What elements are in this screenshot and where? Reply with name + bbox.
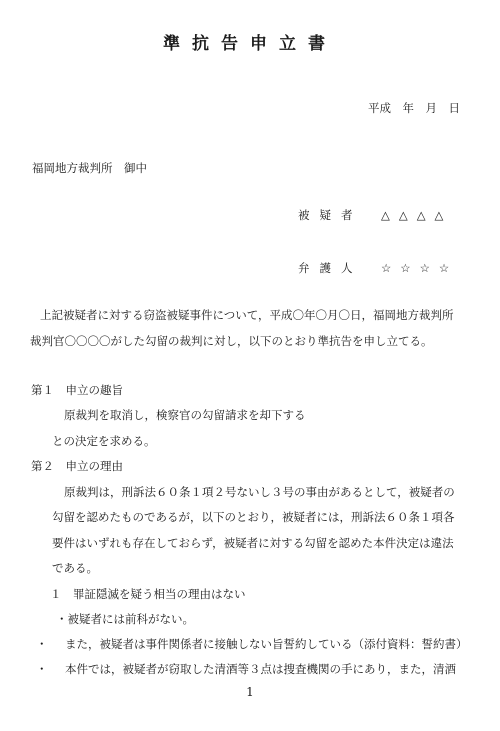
section-2-line-3: 要件はいずれも存在しておらず，被疑者に対する勾留を認めた本件決定は違法 (52, 536, 454, 550)
counsel-name: ☆☆☆☆ (381, 261, 459, 275)
intro-line-2: 裁判官〇〇〇〇がした勾留の裁判に対し，以下のとおり準抗告を申し立てる。 (30, 334, 433, 348)
page-number: 1 (246, 685, 254, 699)
filing-date: 平成 年 月 日 (368, 101, 460, 115)
section-1-line-1: 原裁判を取消し，検察官の勾留請求を却下する (64, 408, 306, 422)
addressee: 福岡地方裁判所 御中 (32, 161, 147, 175)
section-1-line-2: との決定を求める。 (52, 434, 156, 448)
section-2-heading: 第２ 申立の理由 (31, 459, 123, 473)
reason-sub-1: ・被疑者には前科がない。 (56, 612, 194, 626)
suspect-name: △△△△ (381, 208, 453, 222)
document-title: 準抗告申立書 (163, 34, 337, 54)
reason-sub-2: また，被疑者は事件関係者に接触しない旨誓約している（添付資料：誓約書） (65, 637, 468, 651)
reason-sub-3: 本件では，被疑者が窃取した清酒等３点は捜査機関の手にあり，また，清酒 (65, 662, 456, 676)
intro-line-1: 上記被疑者に対する窃盗被疑事件について，平成〇年〇月〇日，福岡地方裁判所 (40, 308, 454, 322)
counsel-label: 弁護人 (298, 261, 363, 275)
section-1-heading: 第１ 申立の趣旨 (31, 383, 123, 397)
reason-item-1: １ 罪証隠滅を疑う相当の理由はない (50, 587, 246, 601)
bullet-mark: ・ (36, 662, 48, 676)
suspect-label: 被疑者 (298, 208, 363, 222)
section-2-line-4: である。 (52, 561, 98, 575)
section-2-line-1: 原裁判は，刑訴法６０条１項２号ないし３号の事由があるとして，被疑者の (64, 485, 455, 499)
section-2-line-2: 勾留を認めたものであるが，以下のとおり，被疑者には，刑訴法６０条１項各 (52, 510, 455, 524)
bullet-mark: ・ (36, 637, 48, 651)
